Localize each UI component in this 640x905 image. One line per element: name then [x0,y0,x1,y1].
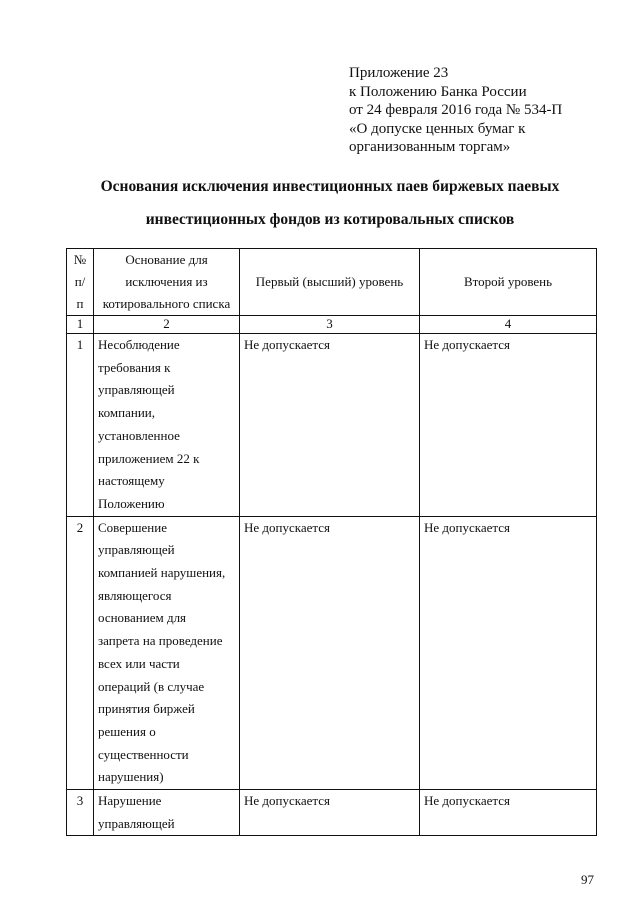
appendix-line: «О допуске ценных бумаг к [349,120,526,137]
basis-line: запрета на проведение [98,633,223,649]
column-number: 1 [67,316,94,334]
title-line: инвестиционных фондов из котировальных списков [145,211,515,228]
header-text: п/ [74,274,86,289]
basis-line: управляющей [98,382,175,398]
appendix-line: Приложение 23 [349,65,449,81]
column-number: 3 [240,316,420,334]
table-header-row [67,249,597,316]
basis-line: являющегося [98,587,172,603]
basis-line: Несоблюдение [98,337,180,352]
document-title [60,170,600,236]
row-number: 3 [67,790,94,836]
basis-line: компанией нарушения, [98,565,226,581]
row-number: 2 [67,516,94,789]
basis-line: Совершение [98,519,167,535]
table-row [67,790,597,836]
appendix-line: организованным торгам» [349,139,511,155]
basis-line: всех или части [98,655,180,671]
basis-line: управляющей [98,815,175,831]
basis-line: компании, [98,405,155,421]
basis-line: настоящему [98,473,165,489]
basis-line: приложением 22 к [98,450,200,466]
exclusion-table [66,248,597,836]
table-row [67,516,597,789]
row-basis [94,516,240,789]
column-number: 4 [420,316,597,334]
appendix-reference [349,64,619,157]
basis-line: существенности [98,746,189,762]
row-basis [94,790,240,836]
row-number: 1 [67,334,94,517]
header-text: п [76,296,84,311]
title-line: Основания исключения инвестиционных паев биржевых паевых [100,178,560,195]
column-number-row [67,316,597,334]
row-basis [94,334,240,517]
header-level2: Второй уровень [420,249,597,316]
basis-line: установленное [98,427,180,443]
basis-line: решения о [98,723,156,739]
header-text: исключения из [125,274,208,289]
basis-line: управляющей [98,542,175,558]
appendix-line: к Положению Банка России [349,83,527,100]
basis-line: основанием для [98,610,187,626]
row-level1: Не допускается [240,790,420,836]
basis-line: требования к [98,359,171,375]
page-number: 97 [581,872,594,887]
header-number [67,249,94,316]
appendix-line: от 24 февраля 2016 года № 534-П [349,102,563,118]
header-text: котировального списка [102,296,231,311]
header-text: № [73,252,87,267]
basis-line: принятия биржей [98,701,195,717]
header-text: Основание для [125,252,208,267]
basis-line: нарушения) [98,769,164,785]
row-level2: Не допускается [420,516,597,789]
row-level2: Не допускается [420,790,597,836]
basis-line: Положению [98,495,165,511]
header-level1: Первый (высший) уровень [240,249,420,316]
row-level1: Не допускается [240,516,420,789]
row-level1: Не допускается [240,334,420,517]
row-level2: Не допускается [420,334,597,517]
basis-line: Нарушение [98,793,162,809]
table-row [67,334,597,517]
basis-line: операций (в случае [98,678,205,694]
header-basis [94,249,240,316]
column-number: 2 [94,316,240,334]
